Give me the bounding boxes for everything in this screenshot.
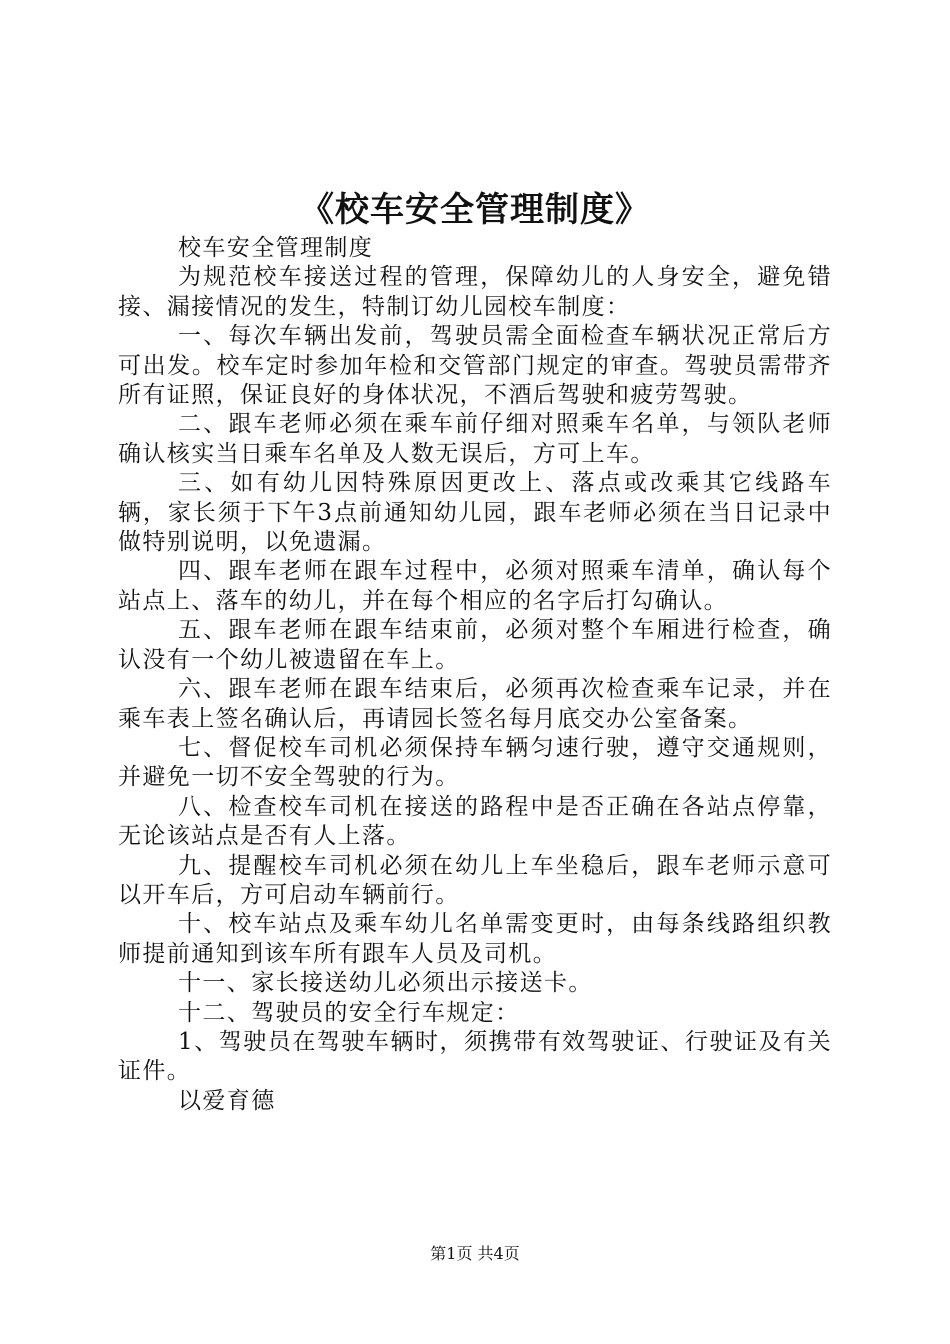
paragraph-rule-9: 九、提醒校车司机必须在幼儿上车坐稳后，跟车老师示意可以开车后，方可启动车辆前行。 xyxy=(118,852,832,908)
paragraph-closing: 以爱育德 xyxy=(178,1087,276,1114)
page-footer: 第1页 共4页 xyxy=(430,1244,520,1263)
paragraph-rule-6: 六、跟车老师在跟车结束后，必须再次检查乘车记录，并在乘车表上签名确认后，再请园长签名每月底交办公室备案。 xyxy=(118,676,832,732)
paragraph-rule-10: 十、校车站点及乘车幼儿名单需变更时，由每条线路组织教师提前通知到该车所有跟车人员及司机。 xyxy=(118,911,832,967)
paragraph-rule-11: 十一、家长接送幼儿必须出示接送卡。 xyxy=(178,970,593,997)
paragraph-heading: 校车安全管理制度 xyxy=(178,235,374,261)
paragraph-subrule-1: 1、驾驶员在驾驶车辆时，须携带有效驾驶证、行驶证及有关证件。 xyxy=(118,1028,832,1085)
paragraph-rule-7: 七、督促校车司机必须保持车辆匀速行驶，遵守交通规则，并避免一切不安全驾驶的行为。 xyxy=(118,734,832,791)
paragraph-rule-5: 五、跟车老师在跟车结束前，必须对整个车厢进行检查，确认没有一个幼儿被遗留在车上。 xyxy=(118,617,832,673)
paragraph-rule-2: 二、跟车老师必须在乘车前仔细对照乘车名单，与领队老师确认核实当日乘车名单及人数无误后，方可上车。 xyxy=(118,411,832,467)
document-body xyxy=(118,234,832,1116)
paragraph-intro: 为规范校车接送过程的管理，保障幼儿的人身安全，避免错接、漏接情况的发生，特制订幼儿园校车制度： xyxy=(118,264,832,320)
document-title: 《校车安全管理制度》 xyxy=(300,190,650,230)
paragraph-rule-1: 一、每次车辆出发前，驾驶员需全面检查车辆状况正常后方可出发。校车定时参加年检和交管部门规定的审查。驾驶员需带齐所有证照，保证良好的身体状况，不酒后驾驶和疲劳驾驶。 xyxy=(118,323,832,409)
paragraph-rule-12: 十二、驾驶员的安全行车规定： xyxy=(178,999,520,1026)
paragraph-rule-8: 八、检查校车司机在接送的路程中是否正确在各站点停靠，无论该站点是否有人上落。 xyxy=(118,793,832,850)
paragraph-rule-4: 四、跟车老师在跟车过程中，必须对照乘车清单，确认每个站点上、落车的幼儿，并在每个相应的名字后打勾确认。 xyxy=(118,558,832,614)
paragraph-rule-3: 三、如有幼儿因特殊原因更改上、落点或改乘其它线路车辆，家长须于下午3点前通知幼儿园，跟车老师必须在当日记录中做特别说明，以免遗漏。 xyxy=(118,470,832,556)
